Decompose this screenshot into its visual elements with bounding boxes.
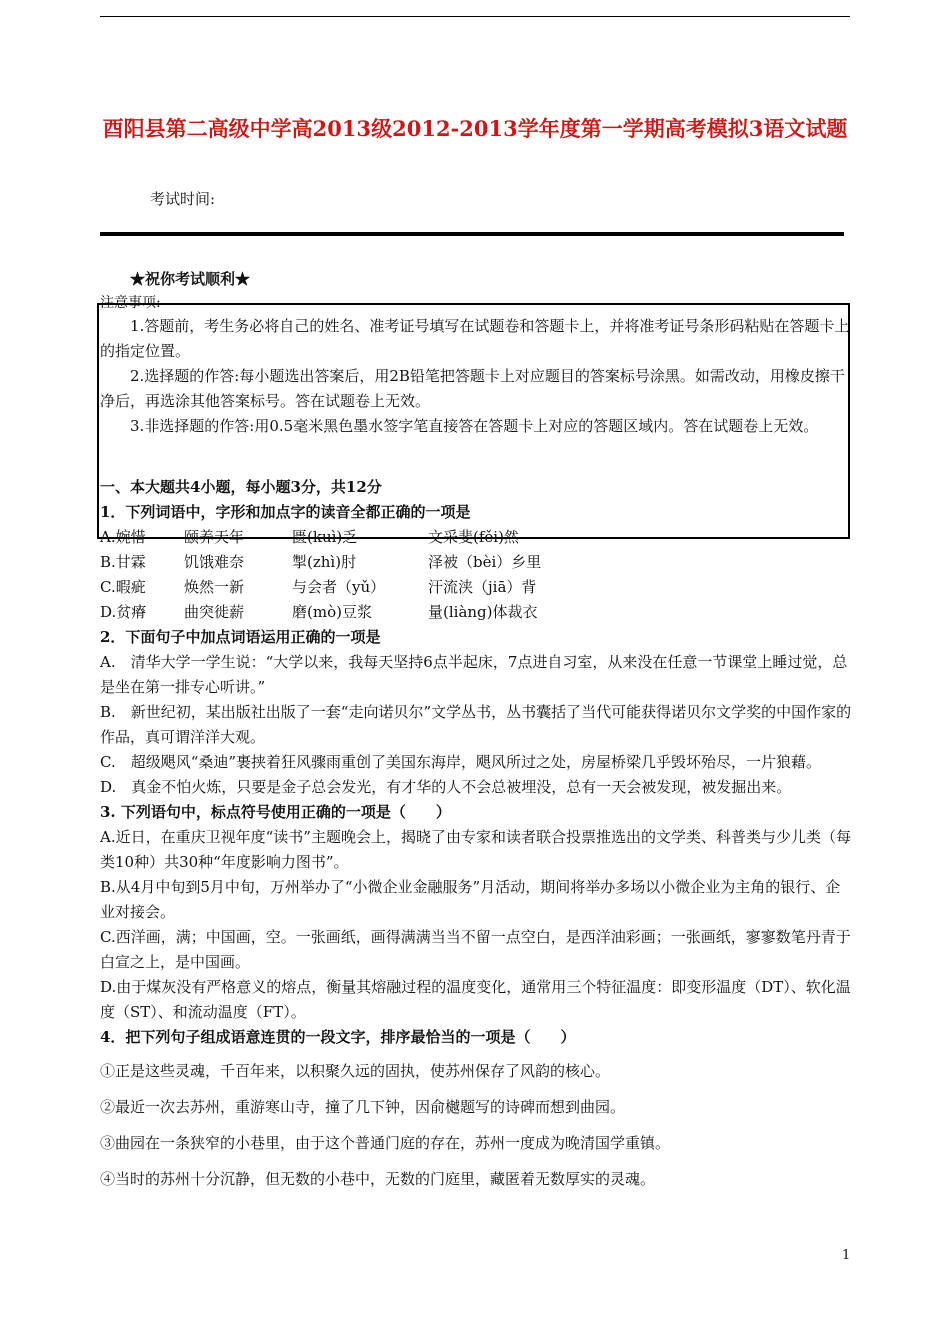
question-3-stem: 3. 下列语句中，标点符号使用正确的一项是（ ） [100, 803, 451, 821]
question-3-option: B.从4月中旬到5月中旬，万州举办了“小微企业金融服务”月活动，期间将举办多场以小微企业为主角的银行、企业对接会。 [100, 878, 841, 921]
option-cell: 与会者（yǔ） [292, 578, 386, 596]
option-row [100, 600, 852, 625]
title-divider [100, 232, 844, 236]
question-4-sentences [100, 1053, 852, 1197]
option-cell: 曲突徙薪 [184, 603, 245, 621]
section-heading: 一、本大题共4小题，每小题3分，共12分 [100, 478, 382, 496]
option-cell: 饥饿难奈 [184, 553, 245, 571]
option-cell: 汗流浃（jiā）背 [428, 578, 537, 596]
notice-item: 2.选择题的作答:每小题选出答案后，用2B铅笔把答题卡上对应题目的答案标号涂黑。如需改动，用橡皮擦干净后，再选涂其他答案标号。答在试题卷上无效。 [100, 367, 845, 410]
question-3-option: A.近日，在重庆卫视年度“读书”主题晚会上，揭晓了由专家和读者联合投票推选出的文学类、科普类与少儿类（每类10种）共30种“年度影响力图书”。 [100, 828, 851, 871]
option-cell: A.婉惜 [100, 528, 146, 546]
option-cell: 颐养天年 [184, 528, 245, 546]
option-cell: D.贫瘠 [100, 603, 147, 621]
question-2-option: C. 超级飓风“桑迪”裹挟着狂风骤雨重创了美国东海岸，飓风所过之处，房屋桥梁几乎毁坏殆尽，一片狼藉。 [100, 753, 822, 771]
question-2-option: A. 清华大学一学生说：“大学以来，我每天坚持6点半起床，7点进自习室，从来没在任意一节课堂上睡过觉，总是坐在第一排专心听讲。” [100, 653, 848, 696]
option-cell: C.暇疵 [100, 578, 146, 596]
notice-text [100, 314, 852, 439]
option-cell: 量(liàng)体裁衣 [428, 603, 538, 621]
sentence-item: ①正是这些灵魂，千百年来，以积聚久远的固执，使苏州保存了风韵的核心。 [100, 1062, 611, 1080]
option-row [100, 550, 852, 575]
question-content [100, 475, 852, 1197]
option-cell: 泽被（bèi）乡里 [428, 553, 542, 571]
question-3-option: D.由于煤灰没有严格意义的熔点，衡量其熔融过程的温度变化，通常用三个特征温度：即变形温度（DT）、软化温度（ST）、和流动温度（FT）。 [100, 978, 851, 1021]
top-rule [100, 16, 850, 17]
option-cell: 文采斐(fěi)然 [428, 528, 519, 546]
option-cell: 磨(mò)豆浆 [292, 603, 372, 621]
exam-time-label: 考试时间: [150, 190, 216, 208]
option-cell: B.甘霖 [100, 553, 146, 571]
question-3-option: C.西洋画，满；中国画，空。一张画纸，画得满满当当不留一点空白，是西洋油彩画；一张画纸，寥寥数笔丹青于白宣之上，是中国画。 [100, 928, 851, 971]
option-row [100, 575, 852, 600]
document-title: 酉阳县第二高级中学高2013级2012-2013学年度第一学期高考模拟3语文试题 [102, 116, 848, 141]
question-2-option: B. 新世纪初，某出版社出版了一套“走向诺贝尔”文学丛书，丛书囊括了当代可能获得诺贝尔文学奖的中国作家的作品，真可谓洋洋大观。 [100, 703, 852, 746]
question-2-stem: 2．下面句子中加点词语运用正确的一项是 [100, 628, 381, 646]
option-cell: 匮(kuì)乏 [292, 528, 358, 546]
good-luck-line: ★祝你考试顺利★ [130, 270, 251, 288]
question-1-options [100, 525, 852, 625]
notice-item: 1.答题前，考生务必将自己的姓名、准考证号填写在试题卷和答题卡上，并将准考证号条形码粘贴在答题卡上的指定位置。 [100, 317, 850, 360]
notice-label: 注意事项: [100, 295, 161, 311]
notice-item: 3.非选择题的作答:用0.5毫米黑色墨水签字笔直接答在答题卡上对应的答题区域内。答在试题卷上无效。 [130, 417, 819, 435]
sentence-item: ④当时的苏州十分沉静，但无数的小巷中，无数的门庭里，藏匿着无数厚实的灵魂。 [100, 1170, 656, 1188]
question-4-stem: 4．把下列句子组成语意连贯的一段文字，排序最恰当的一项是（ ） [100, 1028, 576, 1046]
page-number: 1 [842, 1248, 851, 1263]
sentence-item: ③曲园在一条狭窄的小巷里，由于这个普通门庭的存在，苏州一度成为晚清国学重镇。 [100, 1134, 671, 1152]
sentence-item: ②最近一次去苏州，重游寒山寺，撞了几下钟，因俞樾题写的诗碑而想到曲园。 [100, 1098, 626, 1116]
option-cell: 焕然一新 [184, 578, 245, 596]
option-row [100, 525, 852, 550]
option-cell: 掣(zhì)肘 [292, 553, 357, 571]
question-1-stem: 1．下列词语中，字形和加点字的读音全都正确的一项是 [100, 503, 471, 521]
question-2-option: D. 真金不怕火炼，只要是金子总会发光，有才华的人不会总被埋没，总有一天会被发现，被发掘出来。 [100, 778, 792, 796]
